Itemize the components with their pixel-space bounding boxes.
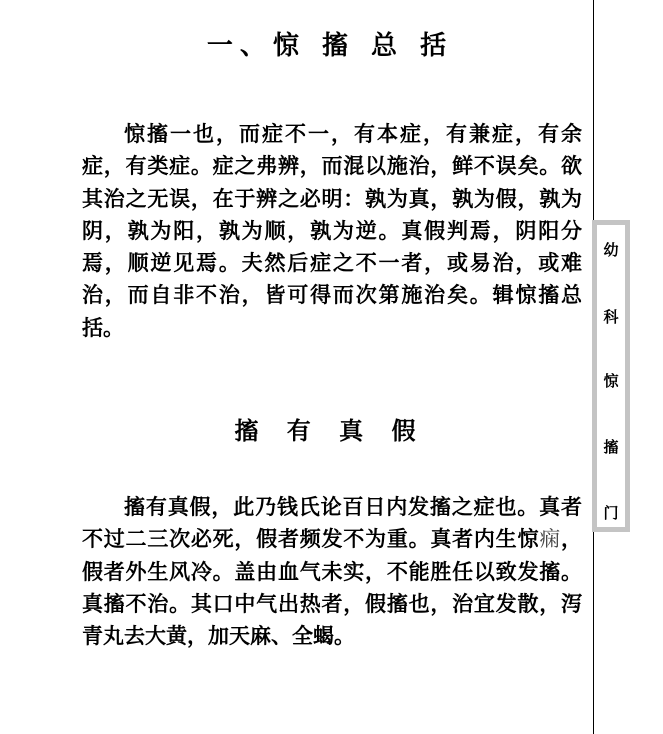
section-title: 搐 有 真 假	[234, 417, 426, 445]
intro-paragraph: 惊搐一也，而症不一，有本症，有兼症，有余症，有类症。症之弗辨，而混以施治，鲜不误矣。欲其治之无误，在于辨之必明：孰为真，孰为假，孰为阴，孰为阳，孰为顺，孰为逆。真假判焉，阴阳分焉，顺逆见焉。夫然后症之不一者，或易治，或难治，而自非不治，皆可得而次第施治矣。辑惊搐总括。	[82, 122, 582, 340]
side-tab-char: 搐	[603, 438, 619, 456]
section-text-light-char: 痫	[539, 527, 562, 552]
section-text-after: ，假者外生风冷。盖由血气未实，不能胜任以致发搐。真搐不治。其口中气出热者，假搐也，治宜发散，泻青丸去大黄，加天麻、全蝎。	[82, 527, 583, 649]
chapter-title: 一、惊 搐 总 括	[206, 31, 454, 61]
section-paragraph	[82, 491, 582, 652]
side-tab-char: 科	[603, 308, 619, 326]
side-chapter-tab	[592, 220, 630, 532]
side-tab-char: 门	[603, 504, 619, 522]
side-tab-char: 惊	[603, 372, 619, 390]
side-tab-char: 幼	[603, 241, 619, 259]
section-text-before: 搐有真假，此乃钱氏论百日内发搐之症也。真者不过二三次必死，假者频发不为重。真者内生惊	[82, 495, 582, 552]
